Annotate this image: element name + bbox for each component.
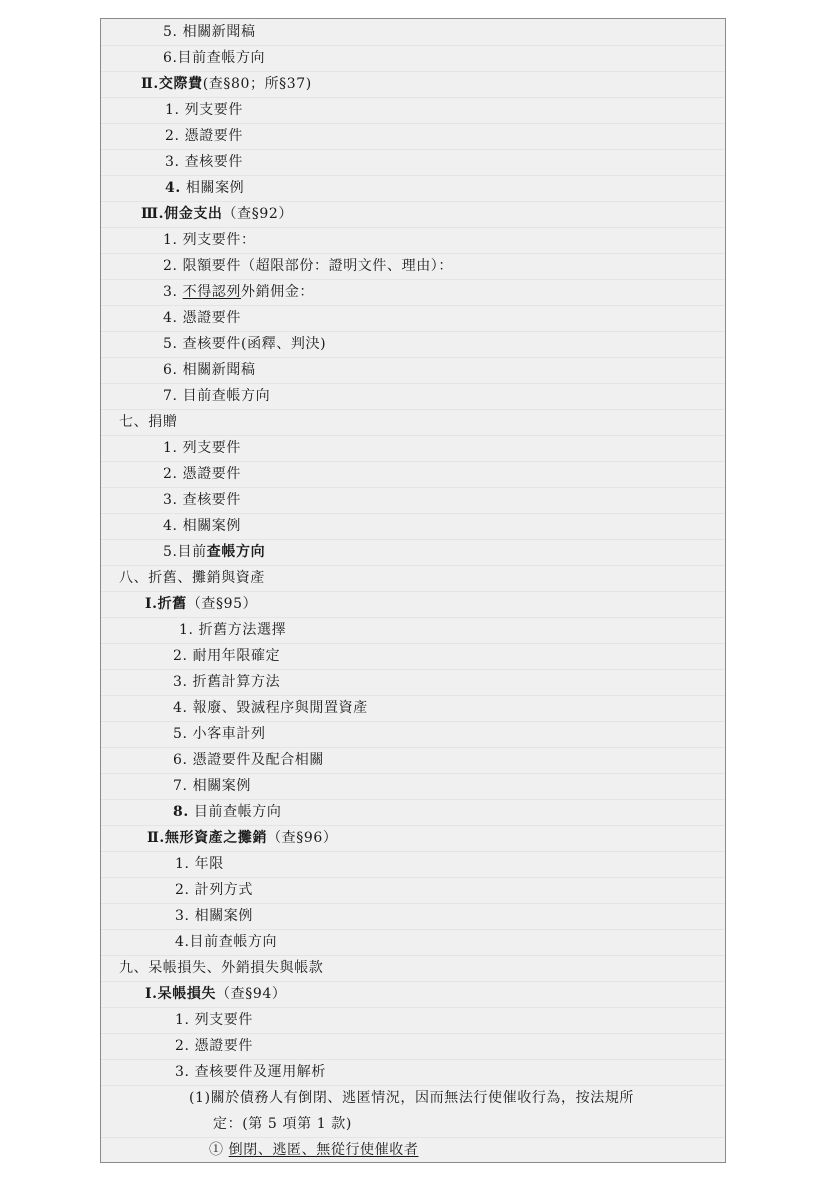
item-text: 2. 限額要件（超限部份：證明文件、理由）： xyxy=(163,258,454,274)
item-text: 8. 目前查帳方向 xyxy=(173,804,282,820)
section-heading: 七、捐贈 xyxy=(119,414,178,430)
item-text: 6. 相關新聞稿 xyxy=(163,362,256,378)
item-text: 2. 計列方式 xyxy=(175,882,254,898)
item-text: 4. 憑證要件 xyxy=(163,310,242,326)
outline-line xyxy=(101,877,725,904)
outline-line xyxy=(101,591,725,618)
outline-line xyxy=(101,513,725,540)
outline-line xyxy=(101,825,725,852)
outline-line xyxy=(101,253,725,280)
outline-line xyxy=(101,643,725,670)
item-text: 3. 查核要件 xyxy=(163,492,242,508)
outline-line xyxy=(101,71,725,98)
paragraph-line: (1)關於債務人有倒閉、逃匿情況，因而無法行使催收行為，按法規所 xyxy=(189,1090,635,1106)
item-text: 3. 查核要件 xyxy=(165,154,244,170)
outline-line xyxy=(101,123,725,150)
outline-line xyxy=(101,1111,725,1138)
item-text: 5. 相關新聞稿 xyxy=(163,24,256,40)
item-text: 1. 列支要件 xyxy=(175,1012,254,1028)
outline-line xyxy=(101,149,725,176)
outline-line xyxy=(101,487,725,514)
item-text: 3. 折舊計算方法 xyxy=(173,674,281,690)
item-text: 3. 不得認列外銷佣金： xyxy=(163,284,315,300)
item-text: 1. 年限 xyxy=(175,856,224,872)
outline-line xyxy=(101,903,725,930)
outline-line xyxy=(101,955,725,982)
outline-line xyxy=(101,1007,725,1034)
outline-line xyxy=(101,201,725,228)
outline-line xyxy=(101,383,725,410)
item-text: 5. 小客車計列 xyxy=(173,726,266,742)
outline-line xyxy=(101,695,725,722)
outline-line xyxy=(101,331,725,358)
item-text: 1. 列支要件： xyxy=(163,232,256,248)
outline-line xyxy=(101,45,725,72)
outline-line xyxy=(101,1137,725,1163)
item-text: 7. 目前查帳方向 xyxy=(163,388,271,404)
outline-line xyxy=(101,617,725,644)
subsection-heading: Ⅱ.交際費(查§80；所§37) xyxy=(141,76,312,92)
section-heading: 九、呆帳損失、外銷損失與帳款 xyxy=(119,960,324,976)
item-text: 1. 列支要件 xyxy=(165,102,244,118)
subsection-heading: Ⅲ.佣金支出（查§92） xyxy=(141,206,293,222)
outline-line xyxy=(101,721,725,748)
outline-line xyxy=(101,97,725,124)
outline-line xyxy=(101,565,725,592)
item-text: ① 倒閉、逃匿、無從行使催收者 xyxy=(209,1142,419,1158)
outline-line xyxy=(101,747,725,774)
outline-line xyxy=(101,357,725,384)
subsection-heading: Ⅰ.折舊（查§95） xyxy=(145,596,258,612)
item-text: 6. 憑證要件及配合相關 xyxy=(173,752,325,768)
item-text: 6.目前查帳方向 xyxy=(163,50,266,66)
item-text: 4. 報廢、毀滅程序與閒置資產 xyxy=(173,700,368,716)
outline-box xyxy=(100,18,726,1163)
subsection-heading: Ⅰ.呆帳損失（查§94） xyxy=(145,986,287,1002)
item-text: 2. 憑證要件 xyxy=(175,1038,254,1054)
item-text: 4.目前查帳方向 xyxy=(175,934,278,950)
item-text: 3. 相關案例 xyxy=(175,908,254,924)
outline-line xyxy=(101,1033,725,1060)
item-text: 4. 相關案例 xyxy=(163,518,242,534)
outline-line xyxy=(101,539,725,566)
item-text: 2. 憑證要件 xyxy=(165,128,244,144)
subsection-heading: Ⅱ.無形資產之攤銷（查§96） xyxy=(147,830,338,846)
outline-line xyxy=(101,1059,725,1086)
outline-line xyxy=(101,851,725,878)
outline-line xyxy=(101,1085,725,1111)
outline-line xyxy=(101,305,725,332)
item-text: 1. 折舊方法選擇 xyxy=(179,622,287,638)
outline-line xyxy=(101,175,725,202)
outline-line xyxy=(101,929,725,956)
outline-line xyxy=(101,227,725,254)
item-text: 5.目前查帳方向 xyxy=(163,544,266,560)
outline-line xyxy=(101,461,725,488)
item-text: 3. 查核要件及運用解析 xyxy=(175,1064,327,1080)
item-text: 1. 列支要件 xyxy=(163,440,242,456)
outline-line xyxy=(101,435,725,462)
outline-line xyxy=(101,981,725,1008)
outline-line xyxy=(101,279,725,306)
outline-line xyxy=(101,669,725,696)
outline-line xyxy=(101,409,725,436)
outline-line xyxy=(101,773,725,800)
item-text: 5. 查核要件(函釋、判決) xyxy=(163,336,327,352)
item-text: 2. 憑證要件 xyxy=(163,466,242,482)
paragraph-line: 定：(第 5 項第 1 款) xyxy=(213,1116,352,1132)
item-text: 2. 耐用年限確定 xyxy=(173,648,281,664)
item-text: 7. 相關案例 xyxy=(173,778,252,794)
outline-line xyxy=(101,19,725,46)
item-text: 4. 相關案例 xyxy=(165,180,245,196)
outline-line xyxy=(101,799,725,826)
section-heading: 八、折舊、攤銷與資產 xyxy=(119,570,265,586)
